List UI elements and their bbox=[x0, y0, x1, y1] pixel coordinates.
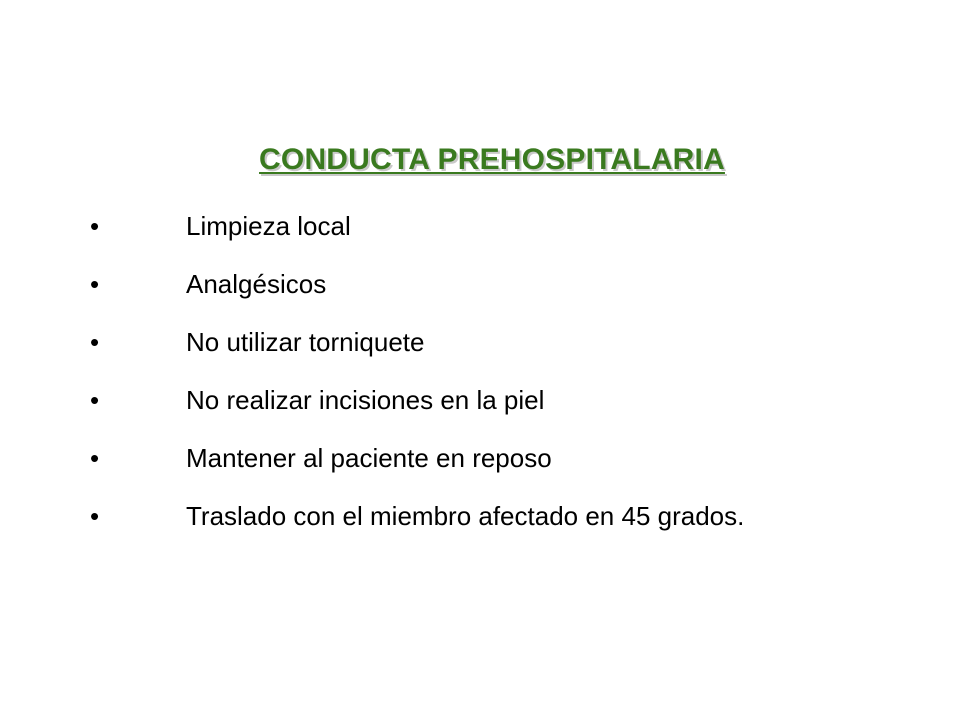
list-item bbox=[0, 262, 900, 320]
list-item-text: Limpieza local bbox=[186, 211, 351, 241]
bullet-icon: • bbox=[90, 501, 100, 531]
list-item bbox=[0, 436, 900, 494]
bullet-icon: • bbox=[90, 443, 100, 473]
list-item-text: Mantener al paciente en reposo bbox=[186, 443, 552, 473]
list-item bbox=[0, 494, 900, 552]
list-item bbox=[0, 204, 900, 262]
bullet-icon: • bbox=[90, 269, 100, 299]
bullet-icon: • bbox=[90, 327, 100, 357]
list-item bbox=[0, 320, 900, 378]
list-item-text: No realizar incisiones en la piel bbox=[186, 385, 545, 415]
bullet-icon: • bbox=[90, 385, 100, 415]
list-item-text: No utilizar torniquete bbox=[186, 327, 425, 357]
slide-title: CONDUCTA PREHOSPITALARIA bbox=[259, 143, 725, 176]
list-item-text: Analgésicos bbox=[186, 269, 327, 299]
bullet-list bbox=[0, 204, 900, 552]
list-item-text: Traslado con el miembro afectado en 45 grados. bbox=[186, 501, 745, 531]
list-item bbox=[0, 378, 900, 436]
bullet-icon: • bbox=[90, 211, 100, 241]
